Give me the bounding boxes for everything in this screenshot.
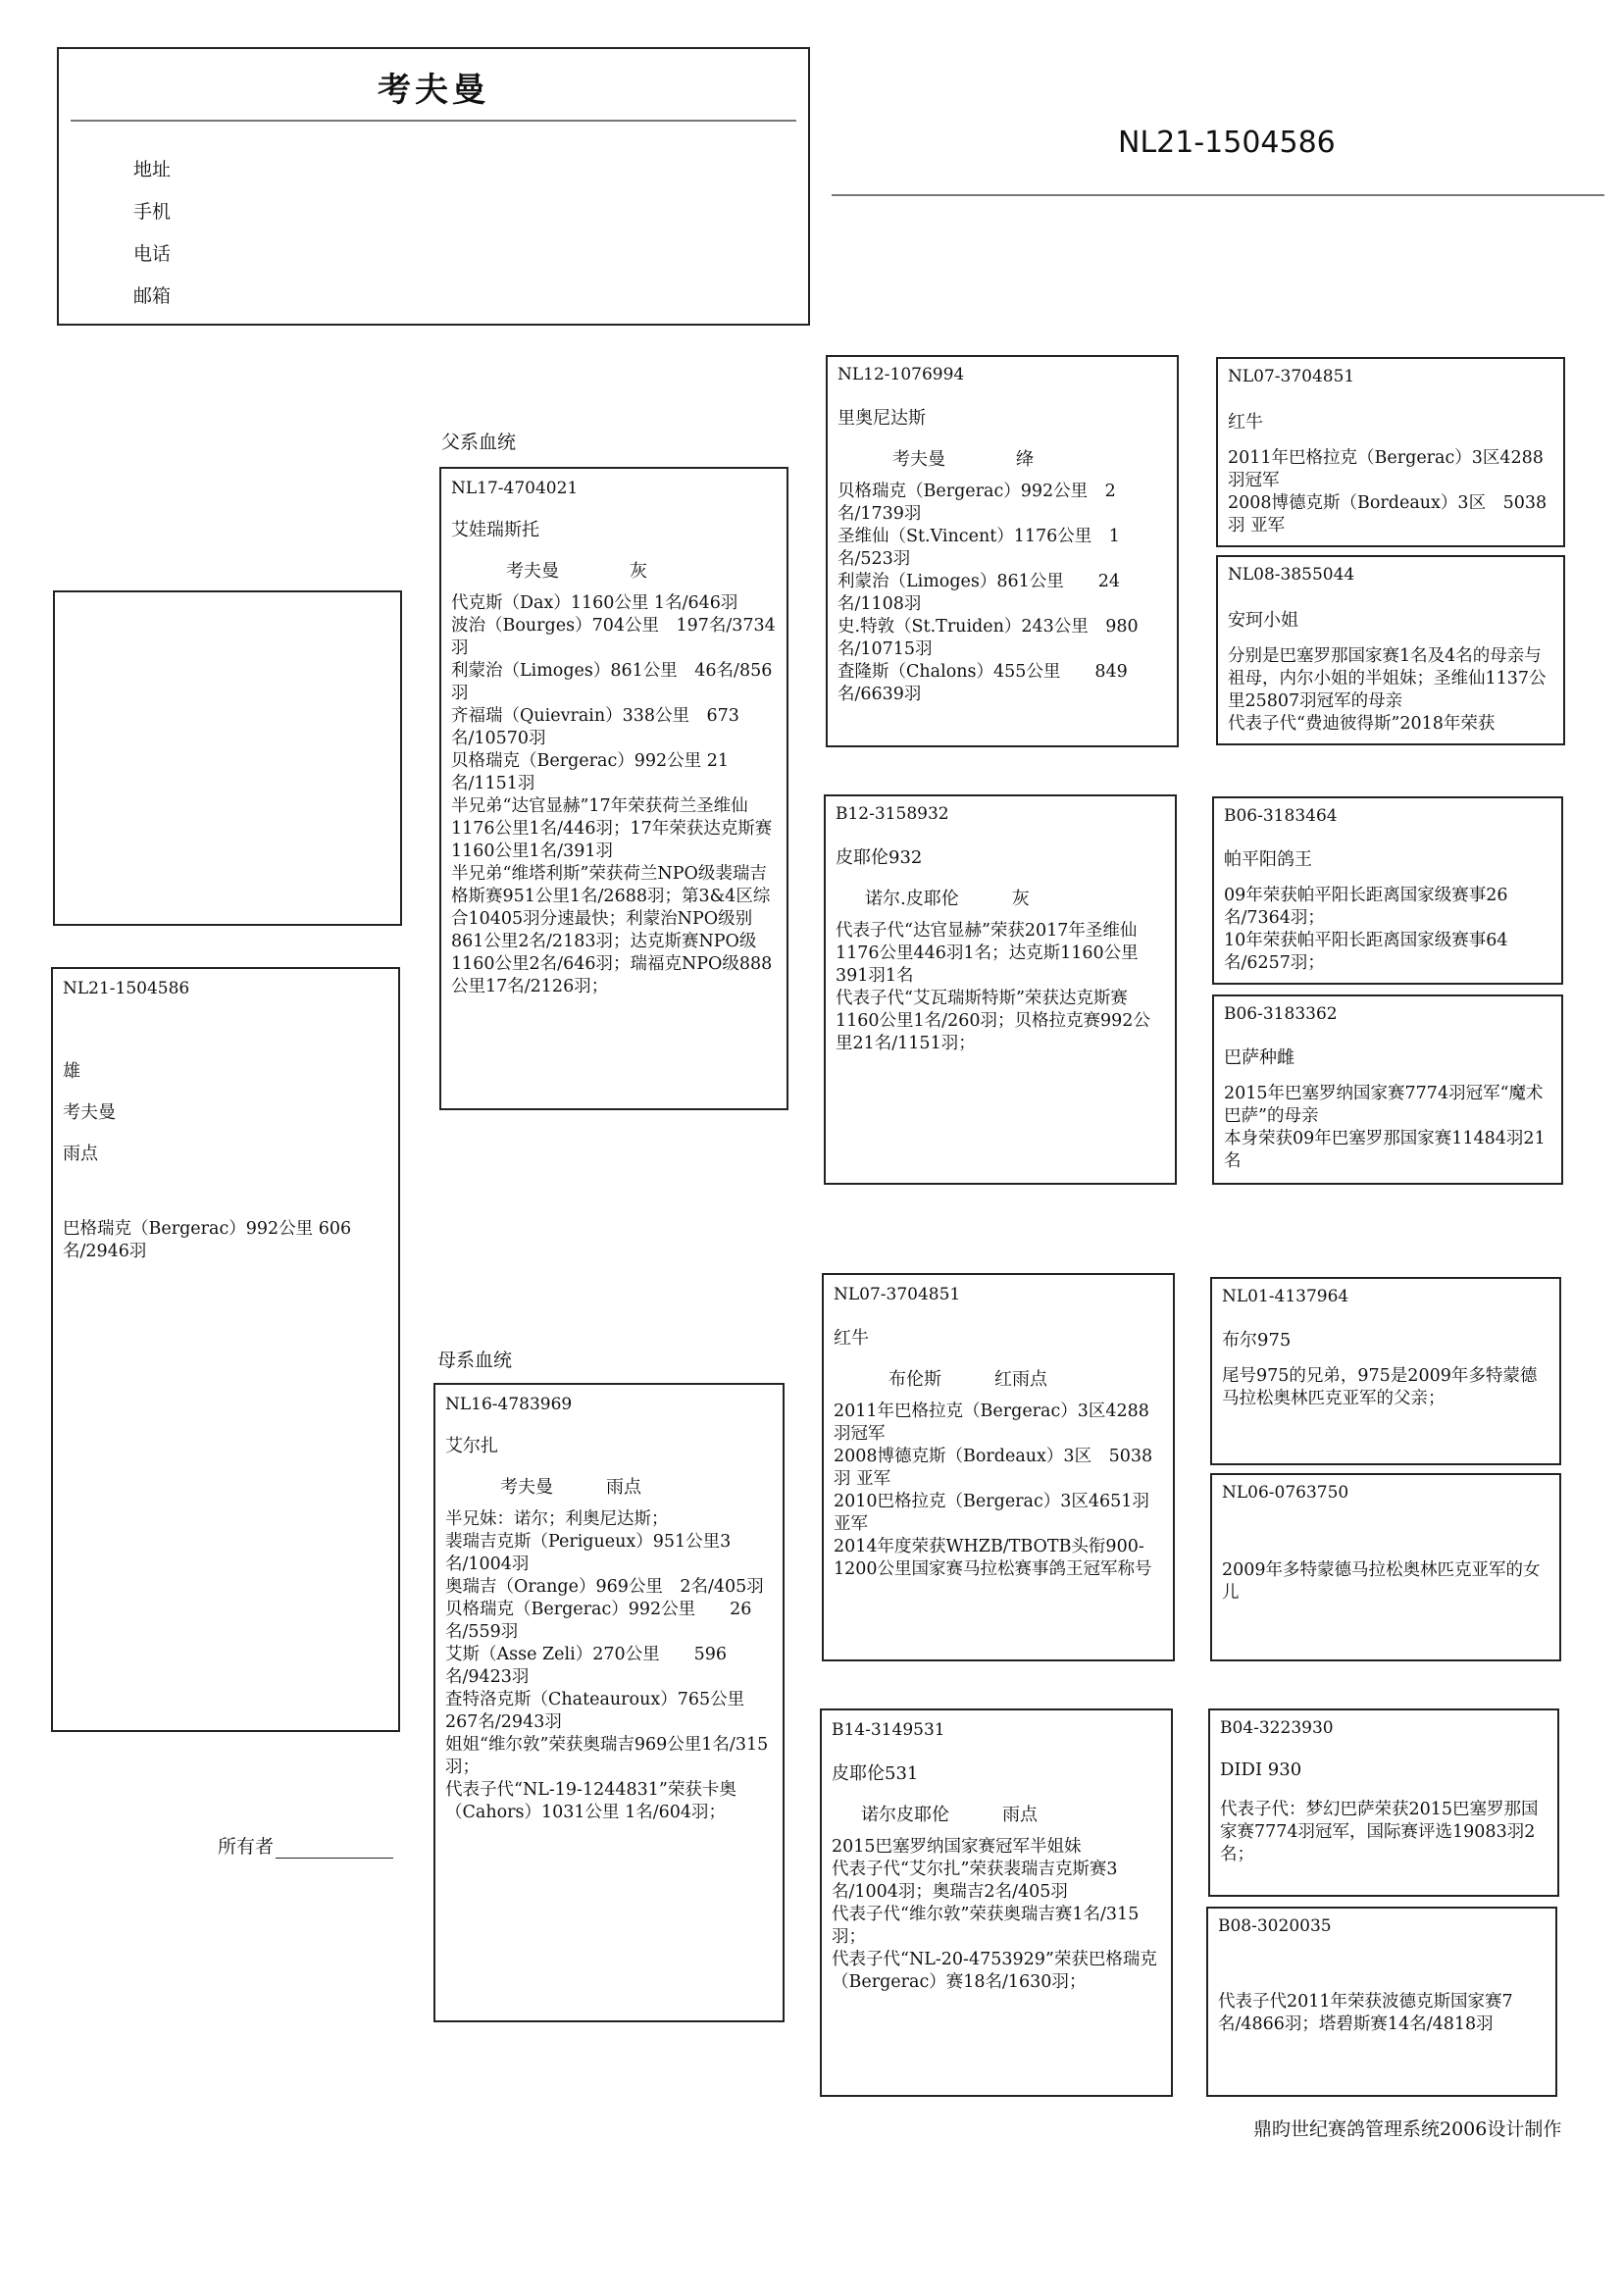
dam-notes: 半兄妹：诺尔；利奥尼达斯； 裴瑞吉克斯（Perigueux）951公里3名/1004羽 奥瑞吉（Orange）969公里 2名/405羽 贝格瑞克（Bergerac）992公里 26名/559羽 艾斯（Asse Zeli）270公里 596名/9423羽 査特洛克斯（Chateauroux）765公里 267名/2943羽 姐姐“维尔敦”荣获奥瑞吉969公里1名/315羽； 代表子代“NL-19-1244831”荣获卡奥（Cahors）1031公里 1名/604羽； — [445, 1509, 769, 1822]
subject-result: 巴格瑞克（Bergerac）992公里 606名/2946羽 — [63, 1219, 352, 1261]
dd-breeder-color: 诺尔皮耶伦 雨点 — [861, 1805, 1038, 1825]
dds-name: DIDI 930 — [1220, 1759, 1302, 1780]
sds-box — [1212, 796, 1563, 985]
field-mobile: 手机 — [133, 201, 172, 223]
sss-box — [1216, 357, 1565, 547]
ddd-notes: 代表子代2011年荣获波德克斯国家赛7名/4866羽；塔碧斯赛14名/4818羽 — [1218, 1992, 1513, 2034]
sd-name: 皮耶伦932 — [836, 847, 923, 868]
dam-breeder-color: 考夫曼 雨点 — [500, 1477, 641, 1498]
subject-ring: NL21-1504586 — [63, 979, 190, 998]
dd-notes: 2015巴塞罗纳国家赛冠军半姐妹 代表子代“艾尔扎”荣获裴瑞吉克斯赛3名/1004羽；奥瑞吉2名/405羽 代表子代“维尔敦”荣获奥瑞吉赛1名/315羽； 代表子代“NL-20-4753929”荣获巴格瑞克（Bergerac）赛18名/1630羽； — [832, 1837, 1157, 1992]
subject-box — [51, 967, 400, 1732]
dam-ring: NL16-4783969 — [445, 1395, 573, 1414]
dam-box — [433, 1383, 785, 2022]
ds-ring: NL07-3704851 — [834, 1285, 961, 1304]
sds-ring: B06-3183464 — [1224, 806, 1338, 826]
sd-ring: B12-3158932 — [836, 804, 949, 824]
dds-notes: 代表子代：梦幻巴萨荣获2015巴塞罗那国家赛7774羽冠军，国际赛评选19083羽2名； — [1220, 1800, 1539, 1864]
ddd-box — [1206, 1907, 1557, 2097]
subject-color: 雨点 — [63, 1144, 98, 1164]
dsd-box — [1210, 1473, 1561, 1661]
field-phone: 电话 — [133, 243, 172, 265]
sire-line-label: 父系血统 — [441, 432, 517, 453]
sire-dam-box — [824, 794, 1177, 1185]
sss-name: 红牛 — [1228, 412, 1263, 433]
ds-breeder-color: 布伦斯 红雨点 — [888, 1369, 1047, 1390]
ssd-name: 安珂小姐 — [1228, 610, 1298, 631]
dam-dam-box — [820, 1708, 1173, 2097]
sire-name: 艾娃瑞斯托 — [451, 520, 539, 540]
ss-ring: NL12-1076994 — [837, 365, 965, 384]
header-divider — [71, 120, 796, 122]
ss-notes: 贝格瑞克（Bergerac）992公里 2名/1739羽 圣维仙（St.Vincent）1176公里 1名/523羽 利蒙治（Limoges）861公里 24名/1108羽 史.特敦（St.Truiden）243公里 980名/10715羽 査隆斯（Chalons）455公里 849名/6639羽 — [837, 482, 1139, 704]
footer-credit: 鼎昀世纪赛鸽管理系统2006设计制作 — [1253, 2118, 1562, 2140]
ssd-ring: NL08-3855044 — [1228, 565, 1355, 585]
dam-name: 艾尔扎 — [445, 1436, 498, 1456]
sdd-box — [1212, 994, 1563, 1185]
sds-notes: 09年荣获帕平阳长距离国家级赛事26名/7364羽； 10年荣获帕平阳长距离国家级赛事64名/6257羽； — [1224, 886, 1508, 973]
main-ring-underline — [832, 194, 1604, 196]
sss-ring: NL07-3704851 — [1228, 367, 1355, 386]
dam-line-label: 母系血统 — [437, 1350, 513, 1371]
header-box — [57, 47, 810, 326]
sss-notes: 2011年巴格拉克（Bergerac）3区4288羽冠军 2008博德克斯（Bordeaux）3区 5038羽 亚军 — [1228, 448, 1548, 535]
dsd-notes: 2009年多特蒙德马拉松奥林匹克亚军的女儿 — [1222, 1560, 1541, 1603]
ss-name: 里奥尼达斯 — [837, 408, 926, 429]
photo-box — [53, 590, 402, 926]
sdd-name: 巴萨种雌 — [1224, 1047, 1294, 1068]
sdd-notes: 2015年巴塞罗纳国家赛7774羽冠军“魔术巴萨”的母亲 本身荣获09年巴塞罗那国家赛11484羽21名 — [1224, 1084, 1546, 1171]
subject-sex: 雄 — [63, 1061, 80, 1082]
sds-name: 帕平阳鸽王 — [1224, 849, 1312, 870]
sd-breeder-color: 诺尔.皮耶伦 灰 — [865, 889, 1030, 909]
dss-box — [1210, 1277, 1561, 1465]
sire-notes: 代克斯（Dax）1160公里 1名/646羽 波治（Bourges）704公里 197名/3734羽 利蒙治（Limoges）861公里 46名/856羽 齐福瑞（Quievrain）338公里 673名/10570羽 贝格瑞克（Bergerac）992公里 21名/1151羽 半兄弟“达官显赫”17年荣获荷兰圣维仙1176公里1名/446羽；17年荣获达克斯赛1160公里1名/391羽 半兄弟“维塔利斯”荣获荷兰NPO级裴瑞吉格斯赛951公里1名/2688羽；第3&4区综合10405羽分速最快；利蒙治NPO级别861公里2名/2183羽；达克斯赛NPO级1160公里2名/646羽；瑞福克NPO级888公里17名/2126羽； — [451, 593, 776, 996]
dam-sire-box — [822, 1273, 1175, 1661]
sire-box — [439, 467, 788, 1110]
ssd-notes: 分别是巴塞罗那国家赛1名及4名的母亲与祖母，内尔小姐的半姐妹；圣维仙1137公里25807羽冠军的母亲 代表子代“费迪彼得斯”2018年荣获 — [1228, 646, 1547, 734]
sire-breeder-color: 考夫曼 灰 — [506, 561, 647, 582]
dss-notes: 尾号975的兄弟，975是2009年多特蒙德马拉松奥林匹克亚军的父亲； — [1222, 1366, 1538, 1408]
dss-ring: NL01-4137964 — [1222, 1287, 1349, 1306]
ds-notes: 2011年巴格拉克（Bergerac）3区4288羽冠军 2008博德克斯（Bordeaux）3区 5038羽 亚军 2010巴格拉克（Bergerac）3区4651羽亚军 2014年度荣获WHZB/TBOTB头衔900-1200公里国家赛马拉松赛事鸽王冠军称号 — [834, 1402, 1153, 1579]
field-email: 邮箱 — [133, 285, 172, 307]
field-address: 地址 — [133, 159, 172, 180]
dd-name: 皮耶伦531 — [832, 1763, 919, 1784]
owner-label: 所有者 — [218, 1832, 393, 1859]
loft-name: 考夫曼 — [378, 71, 489, 110]
dsd-ring: NL06-0763750 — [1222, 1483, 1349, 1503]
ds-name: 红牛 — [834, 1328, 869, 1349]
dds-box — [1208, 1708, 1559, 1897]
sd-notes: 代表子代“达官显赫”荣获2017年圣维仙1176公里446羽1名；达克斯1160公里391羽1名 代表子代“艾瓦瑞斯特斯”荣获达克斯赛1160公里1名/260羽；贝格拉克赛992公里21名/1151羽； — [836, 921, 1150, 1053]
ddd-ring: B08-3020035 — [1218, 1916, 1332, 1936]
dd-ring: B14-3149531 — [832, 1720, 945, 1740]
sire-ring: NL17-4704021 — [451, 479, 579, 498]
sire-sire-box — [826, 355, 1179, 747]
dss-name: 布尔975 — [1222, 1330, 1292, 1351]
main-ring-number: NL21-1504586 — [1118, 126, 1336, 160]
subject-breeder: 考夫曼 — [63, 1102, 116, 1123]
dds-ring: B04-3223930 — [1220, 1718, 1334, 1738]
ssd-box — [1216, 555, 1565, 745]
ss-breeder-color: 考夫曼 绛 — [892, 449, 1034, 470]
sdd-ring: B06-3183362 — [1224, 1004, 1338, 1024]
